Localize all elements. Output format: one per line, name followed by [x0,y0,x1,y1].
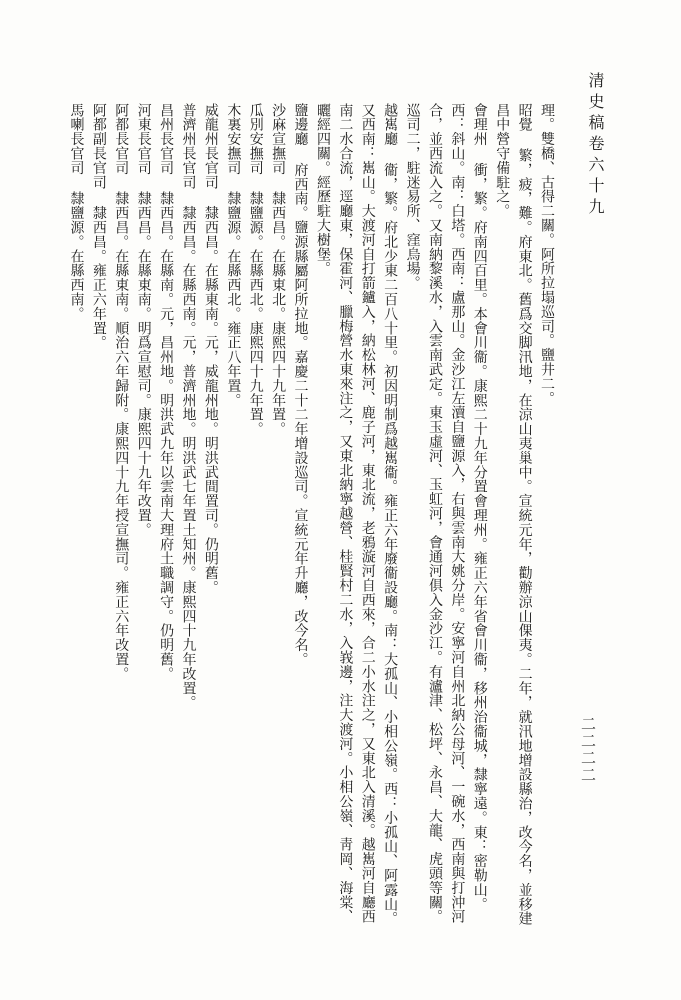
text-paragraph: 昌州長官司 隸西昌。在縣南。元，昌州地。明洪武九年以雲南大理府土職調守。仍明舊。 [158,103,175,681]
text-paragraph: 馬喇長官司 隸鹽源。在縣西南。 [68,103,85,321]
text-paragraph: 會理州 衝，繁。府南四百里。本會川衞。康熙二十九年分置會理州。雍正六年省會川衞，移州治衞城，隸寧遠。東：密勒山。西：斜山。南：白塔。西南：盧那山。金沙江左瀆自鹽源入，右與雲南大姚分岸。安寧河自州北納公母河、一碗水，西南與打沖河合，並西流入之。又南納黎溪水，入雲南武定。東玉虛河、玉虹河，會通河俱入金沙江。有瀘津、松坪、永昌、大龍、虎頭等關。巡司二，駐迷易所、窪烏場。 [404,103,488,924]
text-paragraph: 鹽邊廳 府西南。鹽源縣屬阿所拉地。嘉慶二十二年增設巡司。宣統元年升廳，改今名。 [292,103,309,667]
text-paragraph: 普濟州長官司 隸西昌。在縣西南。元，普濟州地。明洪武七年置土知州。康熙四十九年改置。 [180,103,197,710]
page-number: 二二二二 [579,716,597,784]
text-paragraph: 越嶲廳 衞，繁。府北少東二百八十里。初因明制爲越嶲衞。雍正六年廢衞設廳。南：大孤山、小相公嶺。西：小孤山、阿露山。又西南：嶲山。大渡河自打箭鑪入，納松林河、鹿子河，東北流，老鴉漩河自西來，合二小水注之，又東北入清溪。越嶲河自廳西南二水合流，逕廳東，保霍河、臘梅營水東來注之，又東北納寧越營、桂賢村二水，入峩邊，注大渡河。小相公嶺、靑岡、海棠、曬經四關。經歷駐大樹堡。 [314,103,399,926]
text-paragraph: 威龍州長官司 隸西昌。在縣東南。元，威龍州地。明洪武間置司。仍明舊。 [202,103,219,595]
text-paragraph: 沙麻宣撫司 隸西昌。在縣東北。康熙四十九年置。 [270,103,287,437]
text-paragraph: 瓜別安撫司 隸鹽源。在縣西北。康熙四十九年置。 [247,103,264,437]
body-text [68,103,558,933]
text-paragraph: 阿都副長官司 隸西昌。雍正六年置。 [90,103,107,350]
text-paragraph: 河東長官司 隸西昌。在縣東南。明爲宣慰司。康熙四十九年改置。 [135,103,152,537]
text-paragraph: 木裏安撫司 隸鹽源。在縣西北。雍正八年置。 [225,103,242,408]
text-paragraph: 阿都長官司 隸西昌。在縣東南。順治六年歸附。康熙四十九年授宣撫司。雍正六年改置。 [113,103,130,681]
text-paragraph: 理。雙橋、古得二關。阿所拉塌巡司。鹽井二。 [539,103,555,406]
running-header: 清史稿卷六十九 [586,72,605,219]
text-paragraph: 昭覺 繁，疲，難。府東北。舊爲交脚汛地，在涼山夷巢中。宣統元年，勸辦涼山倮夷。二年，就汛地增設縣治，改今名，並移建昌中營守備駐之。 [494,103,533,926]
